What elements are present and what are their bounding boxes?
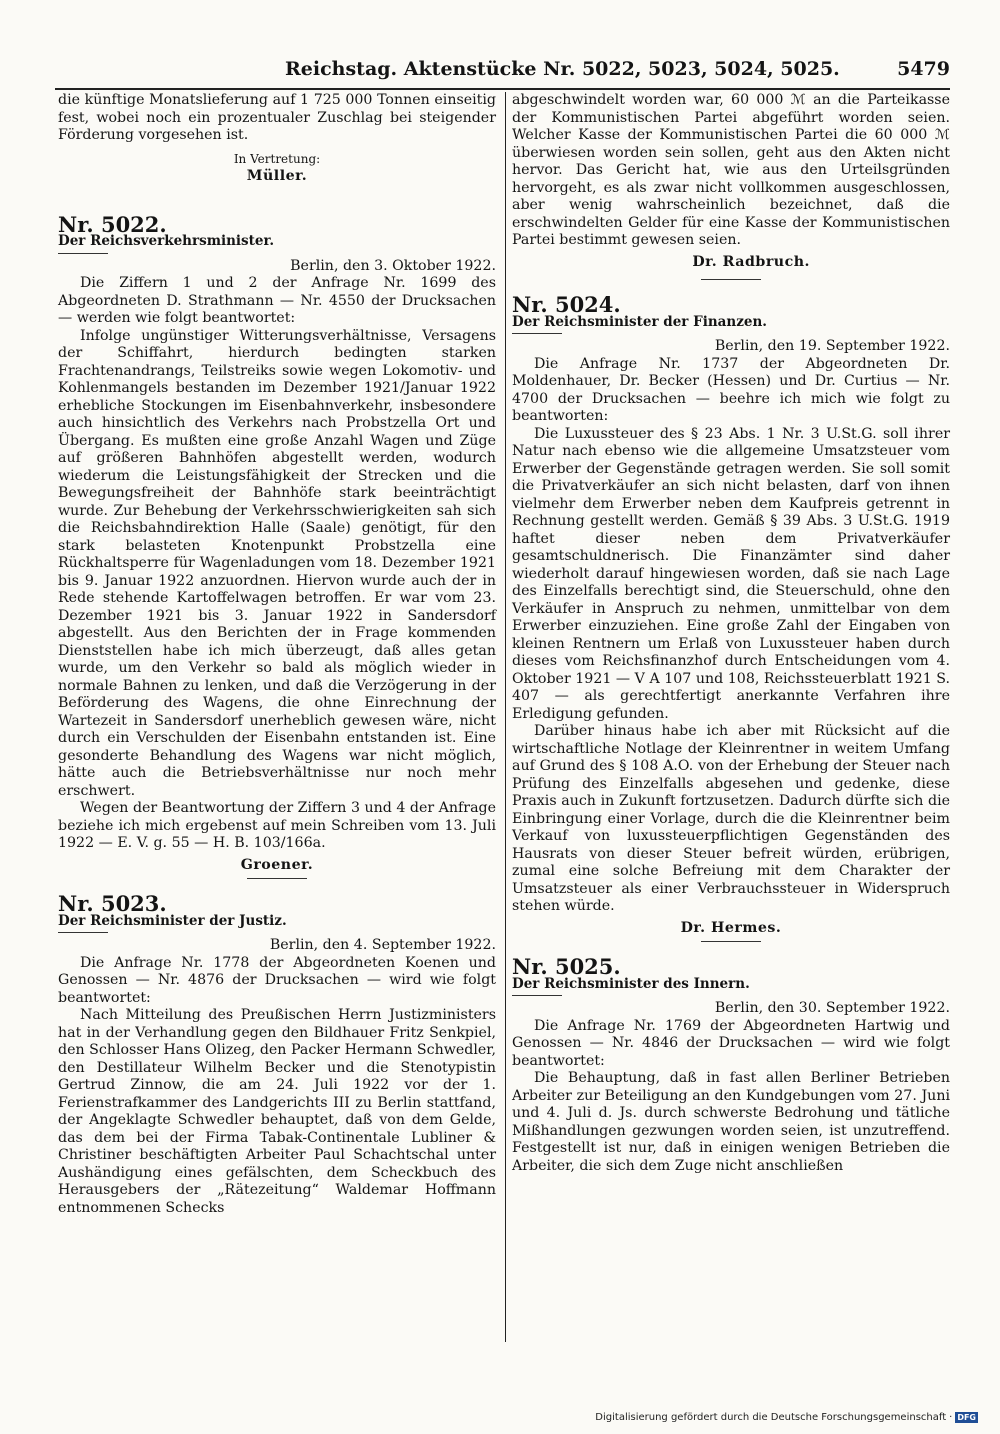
continued-paragraph: die künftige Monatslieferung auf 1 725 000 Tonnen einseitig fest, wobei noch ein prozentualer Zuschlag bei steigender Förderung vorgesehen ist. xyxy=(58,92,496,143)
paragraph: Die Behauptung, daß in fast allen Berliner Betrieben Arbeiter zur Beteiligung an den Kundgebungen vom 27. Juni und 4. Juli d. Js. durch schwerste Bedrohung und tätliche Mißhandlungen gezwungen worden seien, ist unzutreffend. Festgestellt ist nur, daß in einigen wenigen Betrieben die Arbeiter, die sich dem Zuge nicht anschließen xyxy=(512,1070,950,1174)
dfg-logo-icon: DFG xyxy=(957,1413,976,1422)
section-author: Der Reichsverkehrsminister. xyxy=(58,233,275,249)
divider xyxy=(58,253,108,254)
signature: Dr. Hermes. xyxy=(680,919,782,936)
dateline: Berlin, den 19. September 1922. xyxy=(714,338,950,354)
signature: Groener. xyxy=(240,856,314,873)
section-number: Nr. 5022. xyxy=(58,211,167,237)
section-number: Nr. 5023. xyxy=(58,891,167,916)
section-author: Der Reichsminister des Innern. xyxy=(512,975,750,992)
signature: Dr. Radbruch. xyxy=(692,253,810,270)
left-column xyxy=(58,92,496,1217)
dateline: Berlin, den 3. Oktober 1922. xyxy=(290,257,496,274)
section-number: Nr. 5024. xyxy=(512,292,621,317)
dateline: Berlin, den 30. September 1922. xyxy=(714,1000,950,1016)
divider xyxy=(247,878,307,879)
right-column xyxy=(512,92,950,1175)
page-title: Reichstag. Aktenstücke Nr. 5022, 5023, 5024, 5025. xyxy=(285,58,840,80)
section-author: Der Reichsminister der Justiz. xyxy=(58,912,287,929)
section-number: Nr. 5025. xyxy=(512,954,621,979)
paragraph: Die Ziffern 1 und 2 der Anfrage Nr. 1699 des Abgeordneten D. Strathmann — Nr. 4550 der Drucksachen — werden wie folgt beantwortet: xyxy=(58,275,496,326)
page-header xyxy=(55,58,950,86)
page-number: 5479 xyxy=(897,58,950,80)
section-author: Der Reichsminister der Finanzen. xyxy=(512,313,767,330)
continued-paragraph: abgeschwindelt worden war, 60 000 ℳ an die Parteikasse der Kommunistischen Partei abgeführt worden seien. Welcher Kasse der Kommunistischen Partei die 60 000 ℳ überwiesen worden sein sollen, geht aus den Akten nicht hervor. Das Gericht hat, wie aus den Urteilsgründen hervorgeht, es als zwar nicht vollkommen ausgeschlossen, aber wenig wahrscheinlich bezeichnet, daß die erschwindelten Gelder für eine Kasse der Kommunistischen Partei bestimmt gewesen seien. xyxy=(512,92,950,248)
header-rule xyxy=(55,88,950,90)
paragraph: Wegen der Beantwortung der Ziffern 3 und 4 der Anfrage beziehe ich mich ergebenst auf mein Schreiben vom 13. Juli 1922 — E. V. g. 55 — H. B. 103/166a. xyxy=(58,800,497,851)
divider xyxy=(512,333,562,334)
paragraph: Die Luxussteuer des § 23 Abs. 1 Nr. 3 U.St.G. soll ihrer Natur nach ebenso wie die allgemeine Umsatzsteuer vom Erwerber der Gegenstände getragen werden. Sie soll somit die Privatverkäufer an sich nicht belasten, darf von ihnen vielmehr dem Erwerber neben dem Kaufpreis getrennt in Rechnung gestellt werden. Gemäß § 39 Abs. 3 U.St.G. 1919 haftet dieser neben dem Privatverkäufer gesamtschuldnerisch. Die Finanzämter sind daher wiederholt darauf hingewiesen worden, daß sie nach Lage des Einzelfalls berechtigt sind, die Steuerschuld, ohne den Verkäufer in Anspruch zu nehmen, unmittelbar von dem Erwerber einzuziehen. Eine große Zahl der Eingaben von kleinen Rentnern um Erlaß von Luxussteuer haben durch dieses vom Reichsfinanzhof durch Entscheidungen vom 4. Oktober 1921 — V A 107 und 108, Reichssteuerblatt 1921 S. 407 — als gerechtfertigt anerkannte Verfahren ihre Erledigung gefunden. xyxy=(512,425,950,722)
paragraph: Die Anfrage Nr. 1737 der Abgeordneten Dr. Moldenhauer, Dr. Becker (Hessen) und Dr. Curtius — Nr. 4700 der Drucksachen — beehre ich mich wie folgt zu beantworten: xyxy=(512,355,950,424)
dateline: Berlin, den 4. September 1922. xyxy=(269,937,496,953)
paragraph: Die Anfrage Nr. 1769 der Abgeordneten Hartwig und Genossen — Nr. 4846 der Drucksachen — wird wie folgt beantwortet: xyxy=(512,1017,950,1069)
paragraph: Infolge ungünstiger Witterungsverhältnisse, Versagens der Schiffahrt, hierdurch bedingten starken Frachtenandrangs, Teilstreiks sowie wegen Lokomotiv- und Kohlenmangels bestanden im Dezember 1921/Januar 1922 erhebliche Stockungen im Eisenbahnverkehr, insbesondere auch hinsichtlich des Verkehrs nach Probstzella Ort und Übergang. Es mußten eine große Anzahl Wagen und Züge auf größeren Bahnhöfen abgestellt werden, wodurch wiederum die Leistungsfähigkeit der Strecken und die Bewegungsfreiheit der Bahnhöfe stark beeinträchtigt wurde. Zur Behebung der Verkehrsschwierigkeiten sah sich die Reichsbahndirektion Halle (Saale) genötigt, für den stark belasteten Knotenpunkt Probstzella eine Rückhaltsperre für Wagenladungen vom 18. Dezember 1921 bis 9. Januar 1922 anzuordnen. Hiervon wurde auch der in Rede stehende Kartoffelwagen betroffen. Er war vom 23. Dezember 1921 bis 3. Januar 1922 in Sandersdorf abgestellt. Aus den Berichten der in Frage kommenden Dienststellen habe ich mich überzeugt, daß alles getan wurde, um den Verkehr so bald als möglich wieder in normale Bahnen zu lenken, und daß die Verzögerung in der Beförderung des Wagens, die ohne Einrechnung der Wartezeit in Sandersdorf unerheblich gewesen wäre, nicht durch ein Verschulden der Eisenbahn entstanden ist. Eine gesonderte Behandlung des Wagens war nicht möglich, hätte auch die Betriebsverhältnisse nur noch mehr erschwert. xyxy=(58,327,496,799)
divider xyxy=(701,279,761,280)
footer-credit: Digitalisierung gefördert durch die Deutsche Forschungsgemeinschaft xyxy=(595,1412,947,1423)
footer: Digitalisierung gefördert durch die Deutsche Forschungsgemeinschaft · DFG xyxy=(595,1412,976,1423)
paragraph: Die Anfrage Nr. 1778 der Abgeordneten Koenen und Genossen — Nr. 4876 der Drucksachen — wird wie folgt beantwortet: xyxy=(58,954,496,1006)
paragraph: Nach Mitteilung des Preußischen Herrn Justizministers hat in der Verhandlung gegen den Bildhauer Fritz Senkpiel, den Schlosser Hans Olizeg, den Packer Hermann Schwedler, den Destillateur Wilhelm Becker und die Stenotypistin Gertrud Zinnow, die am 24. Juli 1922 vor der 1. Ferienstrafkammer des Landgerichts III zu Berlin stattfand, der Angeklagte Schwedler behauptet, daß von dem Gelde, das dem bei der Firma Tabak-Continentale Lubliner & Christiner beschäftigten Arbeiter Paul Schachtschal unter Aushändigung eines gefälschten, dem Scheckbuch des Herausgebers der „Rätezeitung“ Waldemar Hoffmann entnommenen Schecks xyxy=(58,1007,496,1216)
signature-prefix: In Vertretung: xyxy=(233,151,321,166)
paragraph: Darüber hinaus habe ich aber mit Rücksicht auf die wirtschaftliche Notlage der Kleinrentner in weitem Umfang auf Grund des § 108 A.O. von der Erhebung der Steuer nach Prüfung des Einzelfalls abgesehen und gedenke, diese Praxis auch in Zukunft fortzusetzen. Dadurch dürfte sich die Einbringung einer Vorlage, durch die die Kleinrentner beim Verkauf von luxussteuerpflichtigen Gegenständen des Hausrats von dieser Steuer befreit würden, erübrigen, zumal eine solche Befreiung mit dem Charakter der Umsatzsteuer als einer Verbrauchssteuer in Widerspruch stehen würde. xyxy=(512,723,950,914)
divider xyxy=(512,995,562,996)
column-divider xyxy=(505,92,506,1342)
divider xyxy=(701,941,761,942)
signature: Müller. xyxy=(246,168,308,184)
divider xyxy=(58,932,108,933)
